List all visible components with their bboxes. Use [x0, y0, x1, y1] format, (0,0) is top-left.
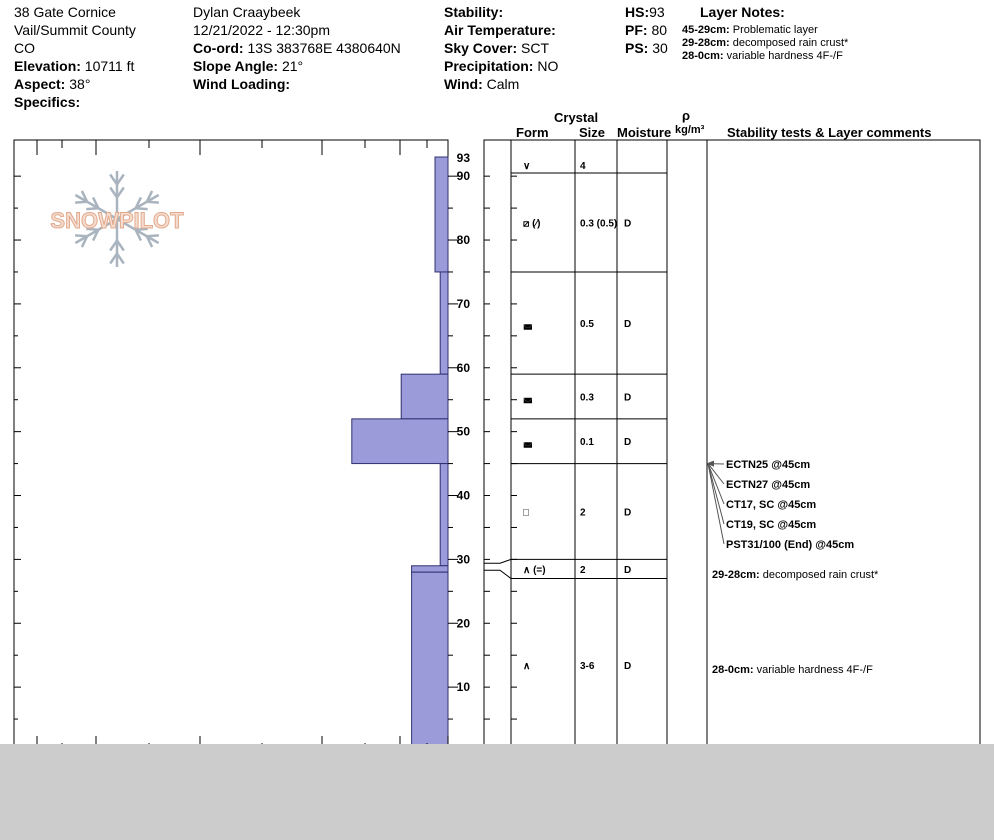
depth-label: 80: [456, 233, 470, 248]
coord-label: Co-ord:: [193, 40, 244, 56]
crystal-moisture: D: [624, 507, 632, 519]
crystal-size: 0.1: [580, 437, 594, 449]
layer-note-range: 29-28cm:: [682, 37, 730, 49]
depth-label: 20: [456, 616, 470, 631]
footer-band: [0, 744, 994, 840]
layer-note-text: variable hardness 4F-/F: [726, 50, 843, 62]
pf-label: PF:: [625, 22, 648, 38]
stability-test-arrow: [708, 464, 724, 504]
crystal-size: 2: [580, 507, 586, 519]
crystal-moisture: D: [624, 218, 632, 230]
crystal-moisture: D: [624, 392, 632, 404]
layer-note-text: decomposed rain crust*: [732, 37, 849, 49]
layer-note-text: Problematic layer: [732, 24, 818, 36]
hs-label: HS:: [625, 4, 650, 20]
aspect-label: Aspect:: [14, 76, 66, 92]
slope-label: Slope Angle:: [193, 58, 279, 74]
depth-label: 70: [456, 296, 470, 311]
hardness-bars: [352, 157, 448, 751]
crystal-size: 0.3 (0.5): [580, 218, 618, 230]
stability-tests: [706, 459, 879, 676]
observer-name: Dylan Craaybeek: [193, 4, 301, 20]
depth-label: 30: [456, 552, 470, 567]
layer-note-range: 45-29cm:: [682, 24, 730, 36]
logo-text: SNOWPILOT: [50, 208, 184, 233]
crystal-size: 2: [580, 564, 586, 576]
hardness-bar: [435, 157, 448, 272]
hardness-bar: [412, 566, 448, 572]
precip-value: NO: [537, 58, 559, 74]
snowflake-branch: [147, 202, 159, 203]
precip-label: Precipitation:: [444, 58, 534, 74]
crystal-form: □: [523, 507, 530, 519]
sky-label: Sky Cover:: [444, 40, 518, 56]
density-unit: kg/m³: [675, 124, 705, 136]
size-header: Size: [579, 125, 606, 140]
depth-label: 90: [456, 169, 470, 184]
depth-label: 10: [456, 680, 470, 695]
stability-test-label: CT19, SC @45cm: [726, 519, 817, 531]
layer-note-range: 28-0cm:: [682, 50, 724, 62]
crystal-form: ∧ (=): [523, 564, 546, 576]
site-name: 38 Gate Cornice: [14, 4, 116, 20]
crystal-moisture: D: [624, 660, 632, 672]
ps-value: 30: [652, 40, 668, 56]
hardness-bar: [352, 419, 448, 464]
depth-label: 40: [456, 488, 470, 503]
form-header: Form: [516, 125, 549, 140]
crystal-size: 0.3: [580, 392, 594, 404]
pf-value: 80: [651, 22, 668, 38]
layer-comment-range: 28-0cm:: [712, 664, 757, 676]
layer-notes-title: Layer Notes:: [700, 4, 785, 20]
wind-loading-label: Wind Loading:: [193, 76, 291, 92]
comments-header: Stability tests & Layer comments: [727, 125, 932, 140]
crystal-size: 3-6: [580, 660, 595, 672]
crystal-form: ◛: [523, 392, 533, 404]
site-state: CO: [14, 40, 35, 56]
depth-label: 50: [456, 424, 470, 439]
stability-test-arrow: [708, 464, 724, 524]
depth-label: 60: [456, 360, 470, 375]
crystal-header: Crystal: [554, 110, 599, 125]
sky-value: SCT: [521, 40, 550, 56]
depth-top-label: 93: [456, 151, 470, 165]
crystal-moisture: D: [624, 437, 632, 449]
wind-label: Wind:: [444, 76, 483, 92]
stability-test-label: CT17, SC @45cm: [726, 499, 817, 511]
observation-datetime: 12/21/2022 - 12:30pm: [193, 22, 330, 38]
hs-value: 93: [649, 4, 665, 20]
snowflake-branch: [75, 235, 87, 236]
rho-header: ρ: [682, 108, 691, 123]
wind-value: Calm: [486, 76, 520, 92]
layer-comment-text: decomposed rain crust*: [762, 569, 879, 581]
crystal-size: 0.5: [580, 319, 594, 331]
hardness-bar: [440, 464, 448, 566]
layer-table-grid: [484, 140, 707, 751]
hardness-bar: [401, 374, 448, 419]
snowflake-branch: [75, 202, 87, 203]
stability-test-arrow: [708, 464, 724, 544]
stability-test-label: PST31/100 (End) @45cm: [726, 539, 855, 551]
stability-test-label: ECTN27 @45cm: [726, 479, 811, 491]
layer-comment: [712, 569, 879, 581]
snowpilot-logo: [50, 171, 184, 267]
site-region: Vail/Summit County: [14, 22, 136, 38]
layer-comment: [712, 664, 873, 676]
crystal-form: ∨: [523, 160, 531, 172]
stability-label: Stability:: [444, 4, 504, 20]
crystal-form: ◛: [523, 437, 533, 449]
layer-table-rows: [523, 161, 631, 672]
crystal-form: ◛: [523, 319, 533, 331]
elevation-value: 10711 ft: [84, 58, 135, 74]
hardness-bar: [440, 272, 448, 374]
moisture-header: Moisture: [617, 125, 672, 140]
crystal-size: 4: [580, 160, 586, 172]
snowflake-branch: [147, 235, 159, 236]
crystal-form: ⧄ (⁄): [523, 218, 541, 230]
crystal-form: ∧: [523, 660, 531, 672]
crystal-moisture: D: [624, 564, 632, 576]
air-temp-label: Air Temperature:: [444, 22, 556, 38]
elevation-label: Elevation:: [14, 58, 81, 74]
stability-test-label: ECTN25 @45cm: [726, 459, 811, 471]
aspect-value: 38°: [69, 76, 91, 92]
layer-comment-range: 29-28cm:: [712, 569, 763, 581]
crust-connector-bottom: [484, 570, 511, 578]
hardness-bar: [412, 572, 448, 751]
ps-label: PS:: [625, 40, 649, 56]
layer-table-frame: [484, 140, 980, 751]
crystal-moisture: D: [624, 319, 632, 331]
crust-connector-top: [484, 559, 511, 563]
layer-comment-text: variable hardness 4F-/F: [756, 664, 873, 676]
slope-value: 21°: [281, 58, 304, 74]
specifics-label: Specifics:: [14, 94, 81, 110]
coord-value: 13S 383768E 4380640N: [247, 40, 401, 56]
